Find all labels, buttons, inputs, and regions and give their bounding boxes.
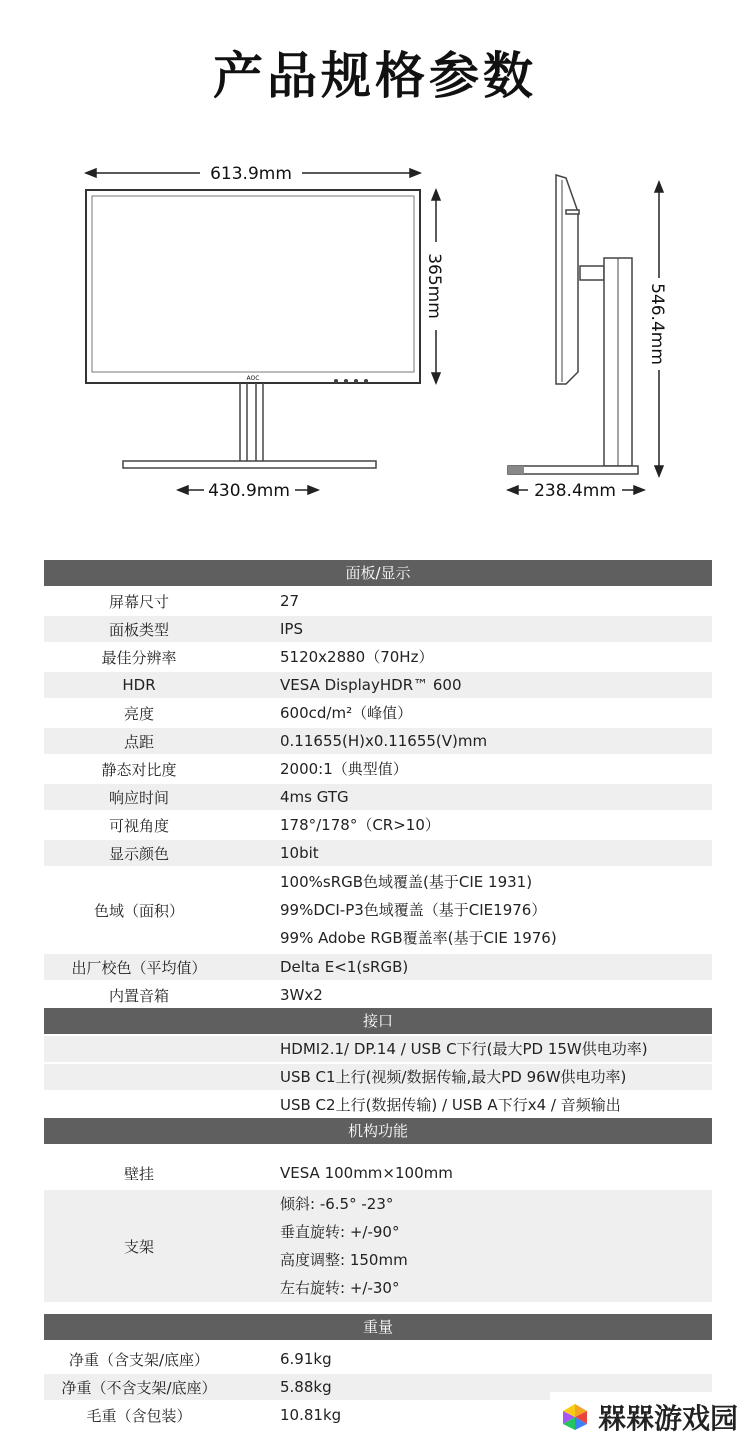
spec-value: 6.91kg [280,1350,332,1368]
spec-value: 10bit [280,844,319,862]
spec-label: HDR [122,676,156,694]
spec-label: 内置音箱 [108,986,169,1005]
spec-value: USB C1上行(视频/数据传输,最大PD 96W供电功率) [280,1068,627,1086]
spec-row [44,616,712,642]
spec-label: 支架 [123,1237,154,1256]
spec-value: 178°/178°（CR>10） [280,816,440,834]
spec-row [44,644,712,670]
spec-label: 毛重（含包装） [86,1406,192,1425]
monitor-dimension-drawing [0,0,750,540]
spec-label: 面板类型 [108,620,169,639]
spec-value: HDMI2.1/ DP.14 / USB C下行(最大PD 15W供电功率) [280,1040,648,1058]
watermark [550,1392,750,1442]
section-header: 面板/显示 [44,560,712,586]
spec-value: 5120x2880（70Hz） [280,648,434,666]
spec-row [44,1190,712,1302]
spec-label [44,1092,234,1118]
spec-value: VESA DisplayHDR™ 600 [280,676,462,694]
mechanism-section [44,1118,712,1302]
spec-label: 点距 [123,732,154,751]
spec-value: USB C2上行(数据传输) / USB A下行x4 / 音频输出 [280,1096,621,1114]
spec-row [44,1346,712,1372]
page-title: 产品规格参数 [213,47,537,105]
spec-row [44,840,712,866]
section-header: 机构功能 [44,1118,712,1144]
spec-value: 倾斜: -6.5° -23° [280,1195,394,1213]
spec-label: 色域（面积） [93,901,184,920]
spec-label: 静态对比度 [101,760,177,779]
spec-label: 最佳分辨率 [101,648,177,667]
spec-value: 0.11655(H)x0.11655(V)mm [280,732,488,750]
section-header: 接口 [44,1008,712,1034]
spec-label: 出厂校色（平均值） [71,958,207,977]
watermark-text: 槑槑游戏园 [598,1402,739,1435]
spec-label: 壁挂 [123,1164,154,1183]
spec-row [44,812,712,838]
spec-value: Delta E<1(sRGB) [280,958,409,976]
spec-label: 净重（不含支架/底座） [61,1378,217,1397]
spec-label [44,1064,234,1090]
side-view [508,175,638,474]
spec-label: 可视角度 [108,816,169,835]
section-header: 重量 [44,1314,712,1340]
spec-value: 99% Adobe RGB覆盖率(基于CIE 1976) [280,929,557,947]
spec-value: 高度调整: 150mm [280,1251,408,1269]
spec-label: 屏幕尺寸 [108,592,169,611]
spec-label: 显示颜色 [108,844,169,863]
spec-label [44,1036,234,1062]
watermark-logo-icon [560,1402,590,1432]
spec-value: 3Wx2 [280,986,323,1004]
spec-value: 5.88kg [280,1378,332,1396]
interface-section [44,1008,712,1118]
depth-label: 238.4mm [534,481,616,501]
spec-row [44,700,712,726]
spec-row [44,1036,712,1062]
spec-value: VESA 100mm×100mm [280,1164,453,1182]
spec-value: 100%sRGB色域覆盖(基于CIE 1931) [280,873,533,891]
spec-value: 左右旋转: +/-30° [280,1279,400,1297]
front-view [86,190,420,468]
spec-row [44,868,712,952]
spec-row [44,1158,712,1188]
spec-value: IPS [280,620,303,638]
spec-row [44,756,712,782]
spec-label: 亮度 [123,704,154,723]
spec-label: 响应时间 [108,788,169,807]
brand-logo: AOC [246,375,260,382]
spec-row [44,1064,712,1090]
spec-value: 垂直旋转: +/-90° [280,1223,400,1241]
spec-value: 2000:1（典型值） [280,760,408,778]
spec-row [44,728,712,754]
spec-value: 4ms GTG [280,788,349,806]
spec-value: 99%DCI-P3色域覆盖（基于CIE1976） [280,901,547,919]
spec-label: 净重（含支架/底座） [68,1350,210,1369]
spec-value: 27 [280,592,300,610]
panel-display-section [44,560,712,1008]
spec-row [44,982,712,1008]
total-height-label: 546.4mm [647,283,667,365]
screen-height-label: 365mm [424,253,444,319]
stand-width-label: 430.9mm [208,481,290,501]
spec-row [44,954,712,980]
spec-value: 600cd/m²（峰值） [280,704,413,722]
spec-row [44,672,712,698]
width-label: 613.9mm [210,164,292,184]
spec-row [44,784,712,810]
spec-row [44,588,712,614]
spec-value: 10.81kg [280,1406,342,1424]
spec-row [44,1092,712,1118]
